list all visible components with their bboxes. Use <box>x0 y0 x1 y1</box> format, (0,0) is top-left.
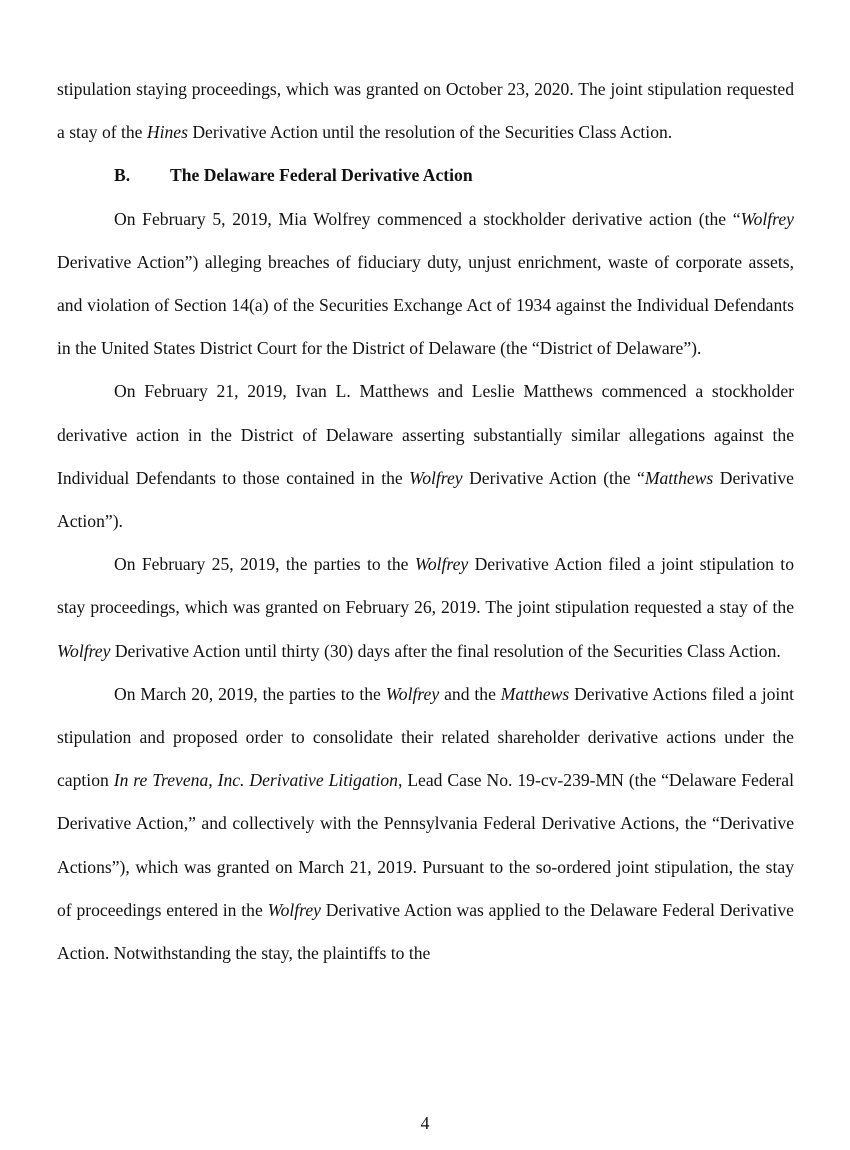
italic-text: Wolfrey <box>57 640 111 661</box>
paragraph-text: On February 5, 2019, Mia Wolfrey commenced a stockholder derivative action (the “ <box>114 208 741 229</box>
paragraph-text: Derivative Action until the resolution of the Securities Class Action. <box>187 122 673 143</box>
section-heading-letter: B. <box>114 165 131 186</box>
paragraph-text: Derivative Action filed a joint stipulation to stay proceedings, which was granted on February 26, 2019. The joint stipulation requested a stay of the <box>57 554 794 618</box>
paragraph-text: On March 20, 2019, the parties to the <box>114 683 386 704</box>
section-heading <box>57 154 794 197</box>
body-paragraph <box>57 198 794 371</box>
body-paragraph <box>57 543 794 673</box>
body-paragraph <box>57 673 794 975</box>
italic-text: Matthews <box>644 467 714 488</box>
italic-text: In re Trevena, Inc. Derivative Litigation <box>113 770 398 791</box>
page-number: 4 <box>420 1113 430 1133</box>
body-paragraph <box>57 68 794 154</box>
paragraph-text: Derivative Action”) alleging breaches of fiduciary duty, unjust enrichment, waste of corporate assets, and violation of Section 14(a) of the Securities Exchange Act of 1934 against the Individual Defendants in the United States District Court for the District of Delaware (the “District of Delaware”). <box>57 251 794 359</box>
italic-text: Wolfrey <box>740 208 794 229</box>
italic-text: Matthews <box>500 683 570 704</box>
paragraph-text: Derivative Action”). <box>57 467 794 532</box>
document-body <box>57 68 794 975</box>
paragraph-text: Derivative Action was applied to the Delaware Federal Derivative Action. Notwithstanding the stay, the plaintiffs to the <box>57 899 794 964</box>
paragraph-text: stipulation staying proceedings, which was granted on October 23, 2020. The joint stipulation requested a stay of the <box>57 79 794 143</box>
paragraph-text: Derivative Action until thirty (30) days after the final resolution of the Securities Class Action. <box>110 640 781 661</box>
italic-text: Wolfrey <box>414 554 469 575</box>
paragraph-text: On February 21, 2019, Ivan L. Matthews and Leslie Matthews commenced a stockholder derivative action in the District of Delaware asserting substantially similar allegations against the Individual Defendants to those contained in the <box>57 381 794 488</box>
italic-text: Hines <box>146 122 188 143</box>
italic-text: Wolfrey <box>385 683 440 704</box>
section-heading-title: The Delaware Federal Derivative Action <box>170 165 473 186</box>
italic-text: Wolfrey <box>409 467 463 488</box>
paragraph-text: Derivative Action (the “ <box>462 467 645 488</box>
italic-text: Wolfrey <box>267 899 321 920</box>
paragraph-text: , Lead Case No. 19-cv-239-MN (the “Delaware Federal Derivative Action,” and collectively with the Pennsylvania Federal Derivative Actions, the “Derivative Actions”), which was granted on March 21, 2019. Pursuant to the so-ordered joint stipulation, the stay of proceedings entered in the <box>57 770 794 920</box>
paragraph-text: On February 25, 2019, the parties to the <box>114 554 415 575</box>
paragraph-text: and the <box>439 683 501 704</box>
body-paragraph <box>57 370 794 543</box>
paragraph-text: Derivative Actions filed a joint stipulation and proposed order to consolidate their related shareholder derivative actions under the caption <box>57 683 795 791</box>
